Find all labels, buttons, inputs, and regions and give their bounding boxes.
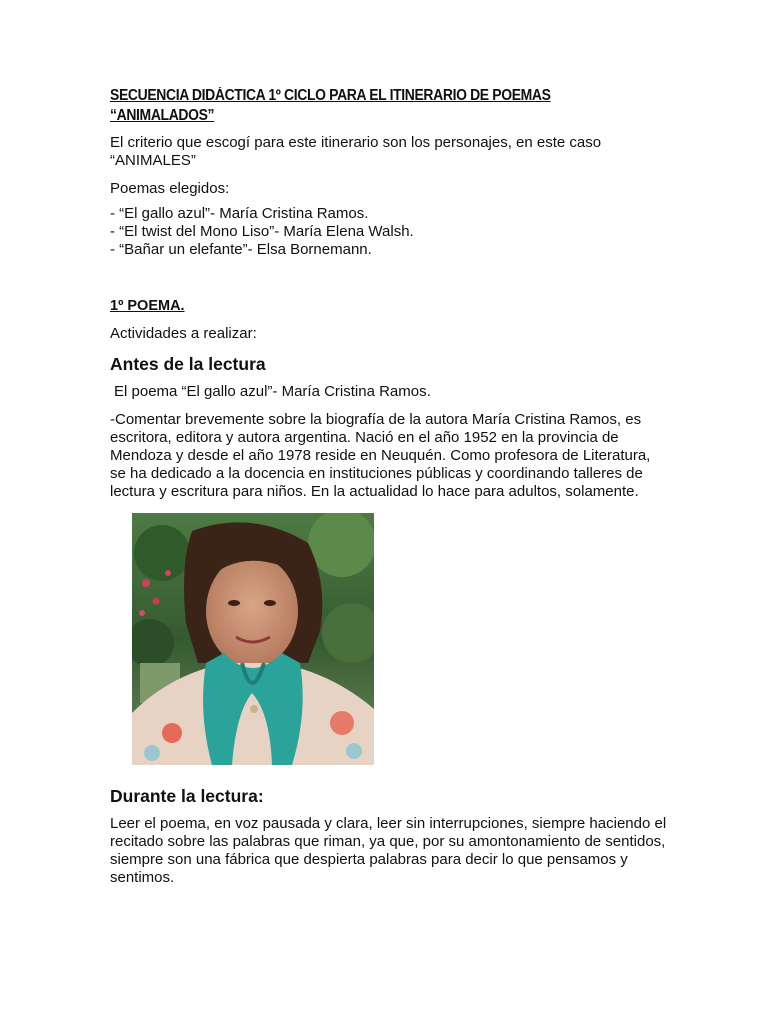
document-page (110, 86, 670, 887)
list-item: - “Bañar un elefante”- Elsa Bornemann. (110, 241, 372, 258)
document-title (110, 86, 668, 126)
heading-antes-lectura: Antes de la lectura (110, 354, 266, 374)
poem-list (110, 205, 670, 259)
section-heading-poem-1: 1º POEMA. (110, 298, 185, 314)
list-item: - “El twist del Mono Liso”- María Elena Walsh. (110, 223, 414, 240)
durante-paragraph: Leer el poema, en voz pausada y clara, leer sin interrupciones, siempre haciendo el recitado sobre las palabras que riman, ya que, por su amontonamiento de sentidos, siempre son una fábrica que despierta palabras para decir lo que pensamos y sentimos. (110, 815, 667, 886)
biography-paragraph: -Comentar brevemente sobre la biografía de la autora María Cristina Ramos, es escritora, editora y autora argentina. Nació en el año 1952 en la provincia de Mendoza y desde el año 1978 reside en Neuquén. Como profesora de Literatura, se ha dedicado a la docencia en instituciones públicas y coordinando talleres de lectura y escritura para niños. En la actualidad lo hace para adultos, solamente. (110, 411, 651, 500)
list-item: - “El gallo azul”- María Cristina Ramos. (110, 205, 369, 222)
poemas-label: Poemas elegidos: (110, 180, 230, 197)
activities-label: Actividades a realizar: (110, 325, 257, 342)
antes-poema-line: El poema “El gallo azul”- María Cristina Ramos. (114, 383, 431, 400)
author-photo (132, 513, 374, 765)
heading-durante-lectura: Durante la lectura: (110, 786, 264, 806)
title-line-1: SECUENCIA DIDÁCTICA 1º CICLO PARA EL ITINERARIO DE POEMAS (110, 87, 551, 104)
criterio-paragraph: El criterio que escogí para este itinerario son los personajes, en este caso “ANIMALES” (110, 134, 602, 169)
title-line-2: “ANIMALADOS” (110, 107, 215, 124)
